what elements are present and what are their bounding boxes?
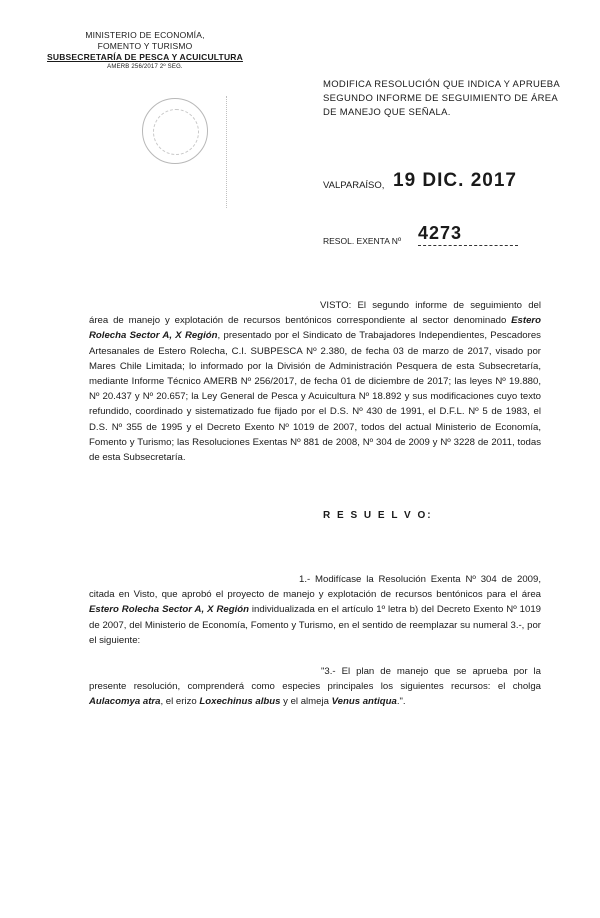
visto-text-1: VISTO: El segundo informe de seguimiento del área de manejo y explotación de recursos bentónicos correspondiente al sector denominado xyxy=(89,300,541,327)
resolution-underline xyxy=(418,245,518,246)
art1-text-1: 1.- Modifícase la Resolución Exenta Nº 304 de 2009, citada en Visto, que aprobó el proyecto de manejo y explotación de recursos bentónicos para el área xyxy=(89,574,541,601)
resolution-label: RESOL. EXENTA Nº xyxy=(323,236,402,246)
ministry-header xyxy=(40,30,250,72)
n3-text-1: "3.- El plan de manejo que se aprueba por la presente resolución, comprenderá como especies principales los siguientes recursos: el cholga xyxy=(89,666,541,693)
art1-text-2: individualizada en el artículo 1º letra b) del Decreto Exento Nº 1019 de 2007, del Ministerio de Economía, Fomento y Turismo, en el sentido de reemplazar su numeral 3.-, por el siguiente: xyxy=(89,604,541,646)
header-line-2: FOMENTO Y TURISMO xyxy=(97,41,193,51)
n3-text-4: .". xyxy=(396,696,406,708)
species-3: Venus antiqua xyxy=(331,696,397,708)
visto-text-2: , presentado por el Sindicato de Trabajadores Independientes, Pescadores Artesanales de Estero Rolecha, C.I. SUBPESCA Nº 2.380, de fecha 03 de marzo de 2017, visado por Mares Chile Limitada; lo informado por la División de Administración Pesquera de esta Subsecretaría, mediante Informe Técnico AMERB Nº 256/2017, de fecha 01 de diciembre de 2017; las leyes Nº 19.880, Nº 20.437 y Nº 20.657; la Ley General de Pesca y Acuicultura Nº 18.892 y sus modificaciones cuyo texto refundido, coordinado y sistematizado fue fijado por el D.S. Nº 430 de 1991, el D.F.L. Nº 5 de 1983, el D.S. Nº 355 de 1995 y el Decreto Exento Nº 1019 de 2007, todos del actual Ministerio de Economía, Fomento y Turismo; las Resoluciones Exentas Nº 881 de 2008, Nº 304 de 2009 y Nº 3228 de 2011, todas de esta Subsecretaría. xyxy=(89,330,541,464)
n3-text-3: y el almeja xyxy=(280,696,332,708)
species-2: Loxechinus albus xyxy=(199,696,281,708)
resuelvo-heading: R E S U E L V O: xyxy=(323,510,433,521)
header-line-3: SUBSECRETARÍA DE PESCA Y ACUICULTURA xyxy=(47,52,243,62)
date-stamp: 19 DIC. 2017 xyxy=(393,170,517,191)
stamp-mark xyxy=(226,96,232,208)
header-line-1: MINISTERIO DE ECONOMÍA, xyxy=(85,30,205,40)
visto-paragraph xyxy=(89,298,541,465)
species-1: Aulacomya atra xyxy=(89,696,161,708)
resolution-number: 4273 xyxy=(418,223,463,243)
date-label: VALPARAÍSO, xyxy=(323,180,385,191)
n3-text-2: , el erizo xyxy=(160,696,200,708)
official-seal-icon xyxy=(142,98,208,164)
article-1-paragraph xyxy=(89,572,541,648)
visto-sector: Estero Rolecha Sector A, X Región xyxy=(89,315,541,342)
numeral-3-paragraph xyxy=(89,664,541,710)
art1-sector: Estero Rolecha Sector A, X Región xyxy=(89,604,249,616)
document-subject: MODIFICA RESOLUCIÓN QUE INDICA Y APRUEBA SEGUNDO INFORME DE SEGUIMIENTO DE ÁREA DE MANEJO QUE SEÑALA. xyxy=(323,79,560,118)
header-reference: AMERB 256/2017 2º SEG. xyxy=(107,64,183,70)
